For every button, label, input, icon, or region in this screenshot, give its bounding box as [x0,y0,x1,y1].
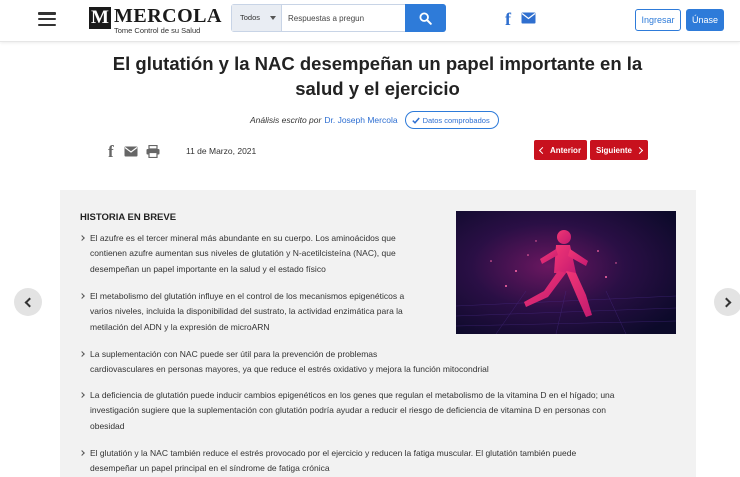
search-scope-value: Todos [240,13,261,22]
summary-box [60,190,696,477]
next-slide-button[interactable] [714,288,740,316]
chevron-right-icon [79,235,85,241]
verified-badge[interactable] [405,111,499,129]
previous-article-button[interactable] [534,140,587,160]
chevron-right-icon [79,450,85,456]
list-item: La deficiencia de glutatión puede inducir cambios epigenéticos en los genes que regulan el metabolismo de la vitamina D en el hígado; una investigación sugiere que la suplementación con glutatión podría ayudar a reducir el riesgo de deficiencia de vitamina D en personas con obesidad [80,388,690,434]
previous-slide-button[interactable] [14,288,42,316]
hamburger-menu-icon[interactable] [38,12,56,26]
publish-date: 11 de Marzo, 2021 [186,146,257,156]
list-item: La suplementación con NAC puede ser útil para la prevención de problemas cardiovasculares en personas mayores, ya que reduce el estrés oxidativo y mejora la función mitocondrial [80,347,680,378]
print-icon[interactable] [146,145,160,158]
byline [250,110,499,130]
search-bar [231,4,446,32]
chevron-right-icon [79,293,85,299]
search-icon [419,12,432,25]
login-button[interactable]: Ingresar [635,9,681,31]
hero-image [456,211,676,334]
list-item: El glutatión y la NAC también reduce el estrés provocado por el ejercicio y reducen la fatiga muscular. El glutatión también puede desempeñar un papel principal en el síndrome de fatiga crónica [80,446,690,477]
join-button[interactable]: Únase [686,9,724,31]
next-label: Siguiente [595,145,632,155]
check-icon [412,117,420,124]
logo-mark: M [89,7,111,29]
chevron-right-icon [722,297,732,307]
site-header [0,0,740,42]
chevron-right-icon [79,392,85,398]
share-facebook-icon[interactable]: f [108,142,114,161]
caret-down-icon [270,16,276,20]
mail-icon[interactable] [521,12,536,24]
author-link[interactable]: Dr. Joseph Mercola [324,115,398,125]
list-item: El metabolismo del glutatión influye en el control de los mecanismos epigenéticos a varios niveles, incluida la disponibilidad del sustrato, la actividad enzimática para la metilación del ADN y la expresión de microARN [80,289,450,335]
search-scope-select[interactable] [232,5,282,31]
chevron-left-icon [25,297,35,307]
search-input[interactable] [282,5,405,31]
share-mail-icon[interactable] [124,146,138,157]
verified-label: Datos comprobados [422,115,490,125]
chevron-right-icon [79,351,85,357]
logo-tagline: Tome Control de su Salud [114,26,201,35]
article-title: El glutatión y la NAC desempeñan un papel importante en la salud y el ejercicio [112,53,643,99]
search-button[interactable] [405,4,446,32]
list-item: El azufre es el tercer mineral más abundante en su cuerpo. Los aminoácidos que contienen azufre aumentan sus niveles de glutatión y N-acetilcisteína (NAC), que desempeñan un papel importante en la salud y el estado físico [80,231,450,277]
logo-name: MERCOLA [114,5,222,27]
site-logo[interactable] [89,7,222,33]
chevron-right-icon [636,146,643,153]
byline-label: Análisis escrito por [250,115,322,125]
next-article-button[interactable] [590,140,648,160]
previous-label: Anterior [549,145,582,155]
chevron-left-icon [539,146,546,153]
facebook-icon[interactable]: f [505,9,511,29]
summary-heading: HISTORIA EN BREVE [80,212,177,223]
